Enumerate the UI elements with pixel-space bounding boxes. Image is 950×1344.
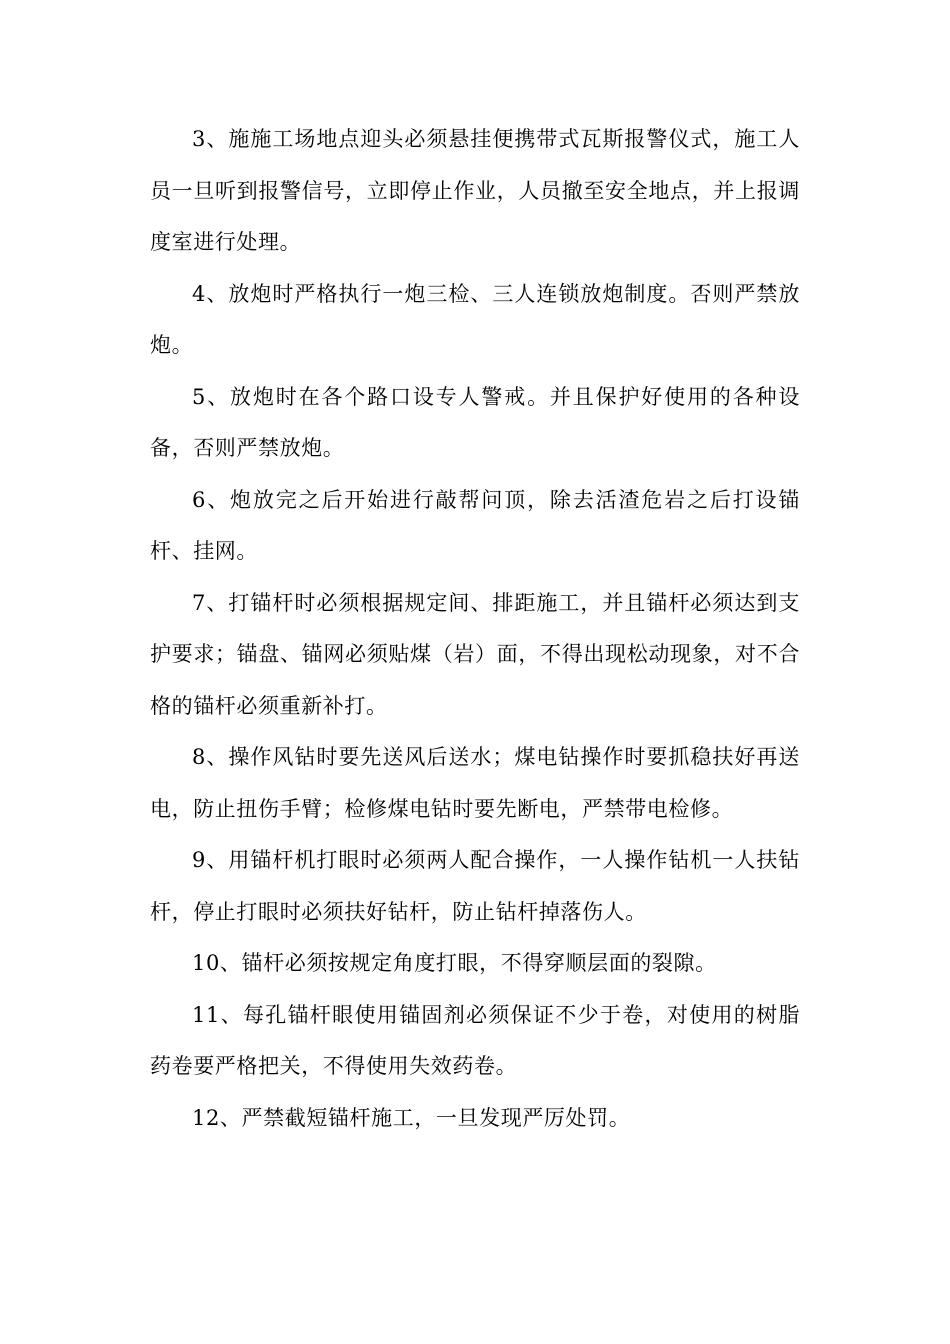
paragraph-item-7: 7、打锚杆时必须根据规定间、排距施工，并且锚杆必须达到支护要求；锚盘、锚网必须贴煤（岩）面，不得出现松动现象，对不合格的锚杆必须重新补打。 — [150, 590, 800, 718]
paragraph-item-3: 3、施施工场地点迎头必须悬挂便携带式瓦斯报警仪式，施工人员一旦听到报警信号，立即停止作业，人员撤至安全地点，并上报调度室进行处理。 — [150, 127, 800, 254]
paragraph-item-5: 5、放炮时在各个路口设专人警戒。并且保护好使用的各种设备，否则严禁放炮。 — [150, 384, 800, 460]
document-body — [150, 114, 800, 1144]
paragraph-item-8: 8、操作风钻时要先送风后送水；煤电钻操作时要抓稳扶好再送电，防止扭伤手臂；检修煤电钻时要先断电，严禁带电检修。 — [150, 745, 800, 821]
paragraph-item-4: 4、放炮时严格执行一炮三检、三人连锁放炮制度。否则严禁放炮。 — [150, 281, 800, 357]
paragraph-item-10: 10、锚杆必须按规定角度打眼，不得穿顺层面的裂隙。 — [192, 951, 717, 975]
paragraph-item-6: 6、炮放完之后开始进行敲帮问顶，除去活渣危岩之后打设锚杆、挂网。 — [150, 487, 800, 563]
paragraph-item-12: 12、严禁截短锚杆施工，一旦发现严厉处罚。 — [192, 1105, 631, 1130]
paragraph-item-11: 11、每孔锚杆眼使用锚固剂必须保证不少于卷，对使用的树脂药卷要严格把关，不得使用失效药卷。 — [150, 1002, 800, 1078]
paragraph-item-9: 9、用锚杆机打眼时必须两人配合操作，一人操作钻机一人扶钻杆，停止打眼时必须扶好钻杆，防止钻杆掉落伤人。 — [150, 848, 800, 924]
